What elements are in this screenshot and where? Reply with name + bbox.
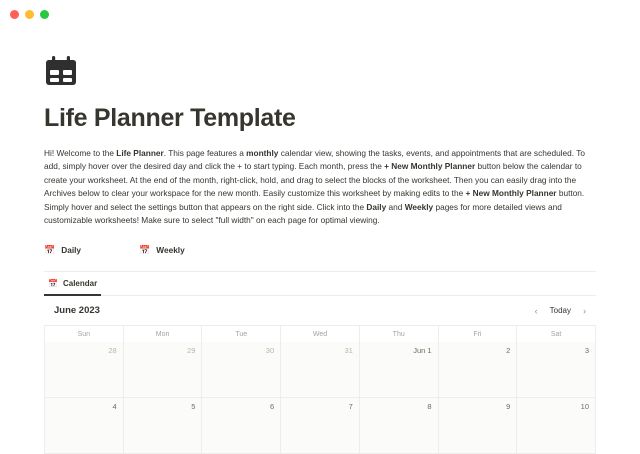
sub-page-links xyxy=(44,245,596,255)
chevron-right-icon[interactable]: › xyxy=(583,305,586,316)
calendar-weekday-header: Thu xyxy=(360,326,439,342)
sidebar-item-daily[interactable] xyxy=(44,245,81,255)
maximize-window-button[interactable] xyxy=(40,10,49,19)
calendar-grid xyxy=(44,325,596,454)
calendar-day-number: 2 xyxy=(506,346,511,356)
window-controls xyxy=(10,10,49,19)
calendar-day-cell[interactable] xyxy=(360,398,439,454)
today-button[interactable]: Today xyxy=(549,306,571,316)
calendar-weekday-header: Mon xyxy=(124,326,203,342)
title-bar xyxy=(0,0,640,28)
view-tabs xyxy=(44,272,596,296)
chevron-left-icon[interactable]: ‹ xyxy=(534,305,538,316)
calendar-day-cell[interactable] xyxy=(439,342,518,398)
calendar-weekday-header: Sun xyxy=(45,326,124,342)
calendar-day-cell[interactable] xyxy=(281,342,360,398)
calendar-day-cell[interactable] xyxy=(45,342,124,398)
daily-link-label: Daily xyxy=(61,245,82,256)
calendar-icon: 📅 xyxy=(48,279,58,289)
tab-calendar-label: Calendar xyxy=(62,279,98,289)
calendar-day-number: 31 xyxy=(344,346,353,356)
calendar-day-cell[interactable] xyxy=(202,342,281,398)
calendar-day-cell[interactable] xyxy=(45,398,124,454)
calendar-day-number: 7 xyxy=(348,402,353,412)
tab-calendar[interactable] xyxy=(44,272,101,296)
calendar-day-number: 6 xyxy=(269,402,275,412)
weekly-link-label: Weekly xyxy=(156,245,185,256)
calendar-day-number: 5 xyxy=(191,402,196,412)
sidebar-item-weekly[interactable] xyxy=(139,245,185,255)
calendar-day-number: 28 xyxy=(108,346,117,356)
calendar-day-cell[interactable] xyxy=(124,342,203,398)
calendar-day-number: 8 xyxy=(427,402,432,412)
calendar-day-number: 4 xyxy=(112,402,117,412)
page-content xyxy=(0,28,640,454)
calendar-day-cell[interactable] xyxy=(439,398,518,454)
calendar-weekday-header: Wed xyxy=(281,326,360,342)
calendar-month-label: June 2023 xyxy=(54,305,100,317)
calendar-day-icon: 📅 xyxy=(44,244,56,255)
page-calendar-icon xyxy=(44,54,78,88)
page-title: Life Planner Template xyxy=(44,104,296,132)
calendar-day-number: 9 xyxy=(506,402,511,412)
calendar-day-number: 29 xyxy=(187,346,196,356)
calendar-day-number: 3 xyxy=(584,346,589,356)
calendar-day-cell[interactable] xyxy=(517,398,596,454)
calendar-day-number: 30 xyxy=(265,346,275,356)
calendar-navigation xyxy=(535,306,586,316)
calendar-weekday-header: Fri xyxy=(439,326,518,342)
calendar-day-cell[interactable] xyxy=(360,342,439,398)
calendar-weekday-header: Sat xyxy=(517,326,596,342)
calendar-day-cell[interactable] xyxy=(281,398,360,454)
calendar-day-number: 10 xyxy=(580,402,589,412)
calendar-toolbar xyxy=(44,296,596,325)
calendar-day-cell[interactable] xyxy=(517,342,596,398)
calendar-weekday-header: Tue xyxy=(202,326,281,342)
calendar-day-cell[interactable] xyxy=(202,398,281,454)
close-window-button[interactable] xyxy=(10,10,19,19)
minimize-window-button[interactable] xyxy=(25,10,34,19)
tabs-underline xyxy=(101,272,596,296)
calendar-day-number: Jun 1 xyxy=(413,346,432,356)
page-intro-text: Hi! Welcome to the Life Planner. This page features a monthly calendar view, showing the tasks, events, and appointments that are scheduled. To add, simply hover over the desired day and click the + to start typing. Each month, press the + New Monthly Planner button below the calendar to create your worksheet. At the end of the month, right-click, hold, and drag to select the blocks of the worksheet. Then you can easily drag into the Archives below to clear your workspace for the new month. Easily customize this worksheet by making edits to the + New Monthly Planner button. Simply hover and select the settings button that appears on the right side. Click into the Daily and Weekly pages for more detailed views and customizable worksheets! Make sure to select "full width" on each page for optimal viewing. xyxy=(44,148,585,226)
calendar-week-icon: 📅 xyxy=(139,244,151,255)
calendar-day-cell[interactable] xyxy=(124,398,203,454)
